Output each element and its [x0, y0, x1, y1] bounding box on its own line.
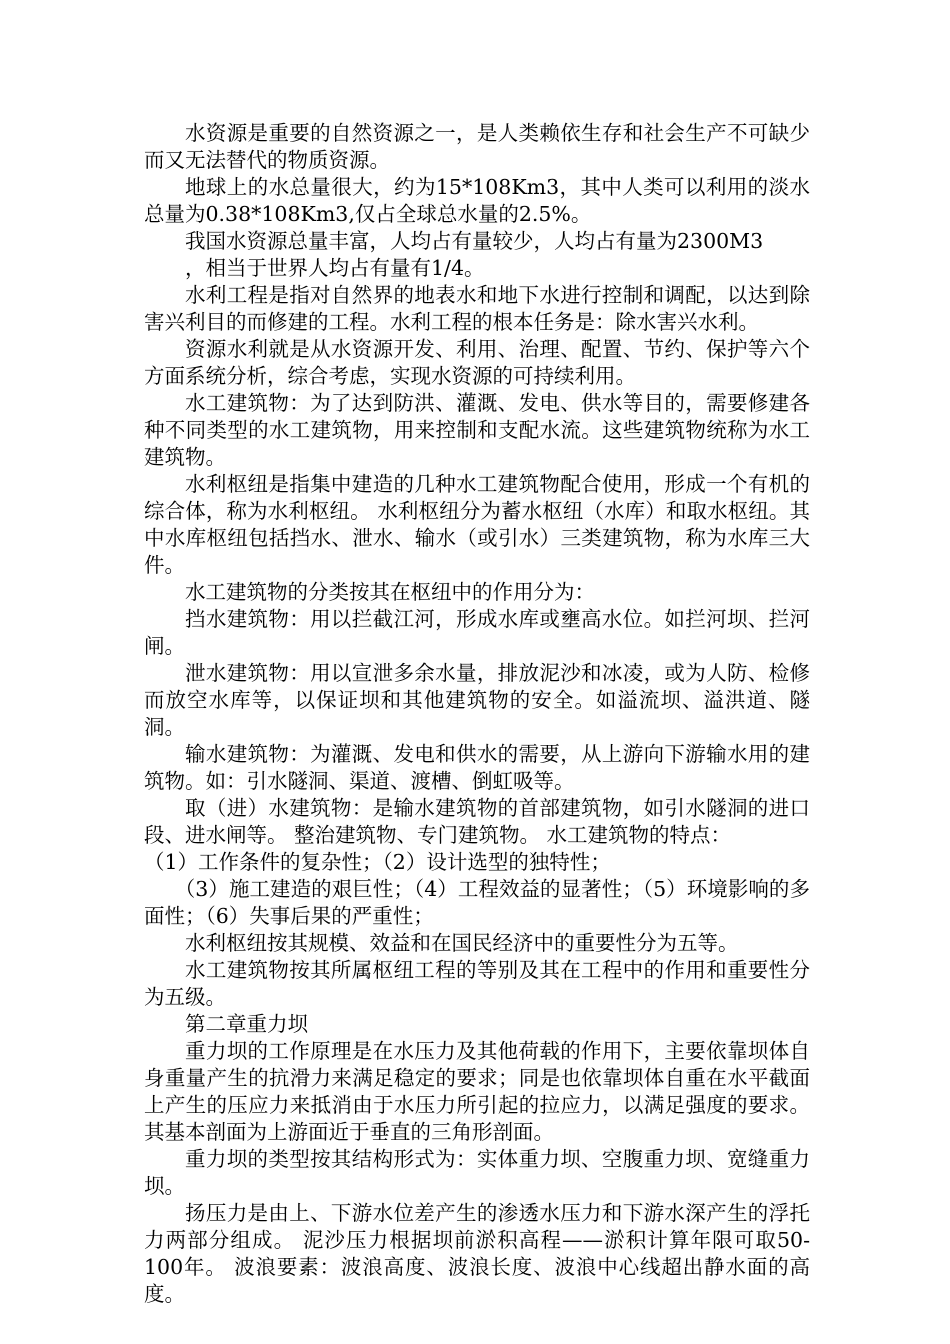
document-page — [144, 120, 810, 1308]
paragraph-classification: 水工建筑物的分类按其在枢纽中的作用分为： — [185, 580, 595, 604]
paragraph-junction-grades: 水利枢纽按其规模、效益和在国民经济中的重要性分为五等。 — [185, 931, 739, 955]
paragraph-hydraulic-engineering: 水利工程是指对自然界的地表水和地下水进行控制和调配，以达到除害兴利目的而修建的工程。水利工程的根本任务是：除水害兴水利。 — [144, 283, 810, 334]
paragraph-gravity-dam-types: 重力坝的类型按其结构形式为：实体重力坝、空腹重力坝、宽缝重力坝。 — [144, 1147, 810, 1198]
paragraph-hydraulic-structures: 水工建筑物：为了达到防洪、灌溉、发电、供水等目的，需要修建各种不同类型的水工建筑物，用来控制和支配水流。这些建筑物统称为水工建筑物。 — [144, 391, 810, 469]
paragraph-water-resources: 水资源是重要的自然资源之一，是人类赖依生存和社会生产不可缺少而又无法替代的物质资源。 — [144, 121, 810, 172]
paragraph-features-1: （1）工作条件的复杂性；（2）设计选型的独特性； — [144, 850, 611, 874]
paragraph-conveyance-structures: 输水建筑物：为灌溉、发电和供水的需要，从上游向下游输水用的建筑物。如：引水隧洞、渠道、渡槽、倒虹吸等。 — [144, 742, 810, 793]
paragraph-hydro-junction: 水利枢纽是指集中建造的几种水工建筑物配合使用，形成一个有机的综合体，称为水利枢纽。 水利枢纽分为蓄水枢纽（水库）和取水枢纽。其中水库枢纽包括挡水、泄水、输水（或引水）三类建筑物，称为水库三大件。 — [144, 472, 810, 577]
paragraph-uplift-pressure: 扬压力是由上、下游水位差产生的渗透水压力和下游水深产生的浮托力两部分组成。 泥沙压力根据坝前淤积高程——淤积计算年限可取50-100年。 波浪要素：波浪高度、波浪长度、波浪中心线超出静水面的高度。 — [144, 1201, 810, 1306]
paragraph-retaining-structures: 挡水建筑物：用以拦截江河，形成水库或壅高水位。如拦河坝、拦河闸。 — [144, 607, 810, 658]
paragraph-structure-levels: 水工建筑物按其所属枢纽工程的等别及其在工程中的作用和重要性分为五级。 — [144, 958, 810, 1009]
paragraph-discharge-structures: 泄水建筑物：用以宣泄多余水量，排放泥沙和冰凌，或为人防、检修而放空水库等，以保证坝和其他建筑物的安全。如溢流坝、溢洪道、隧洞。 — [144, 661, 810, 739]
paragraph-intake-structures: 取（进）水建筑物：是输水建筑物的首部建筑物，如引水隧洞的进口段、进水闸等。 整治建筑物、专门建筑物。 水工建筑物的特点： — [144, 796, 810, 847]
paragraph-total-water: 地球上的水总量很大，约为15*108Km3，其中人类可以利用的淡水总量为0.38*108Km3,仅占全球总水量的2.5%。 — [144, 175, 810, 226]
chapter-heading: 第二章重力坝 — [185, 1012, 308, 1036]
paragraph-features-2: （3）施工建造的艰巨性；（4）工程效益的显著性；（5）环境影响的多面性；（6）失事后果的严重性； — [144, 877, 810, 928]
paragraph-china-water: 我国水资源总量丰富，人均占有量较少，人均占有量为2300M3 — [185, 229, 764, 253]
paragraph-resource-hydraulics: 资源水利就是从水资源开发、利用、治理、配置、节约、保护等六个方面系统分析，综合考虑，实现水资源的可持续利用。 — [144, 337, 810, 388]
paragraph-china-water-cont: ，相当于世界人均占有量有1/4。 — [185, 256, 485, 280]
paragraph-gravity-dam-principle: 重力坝的工作原理是在水压力及其他荷载的作用下，主要依靠坝体自身重量产生的抗滑力来满足稳定的要求；同是也依靠坝体自重在水平截面上产生的压应力来抵消由于水压力所引起的拉应力，以满足强度的要求。其基本剖面为上游面近于垂直的三角形剖面。 — [144, 1039, 810, 1144]
